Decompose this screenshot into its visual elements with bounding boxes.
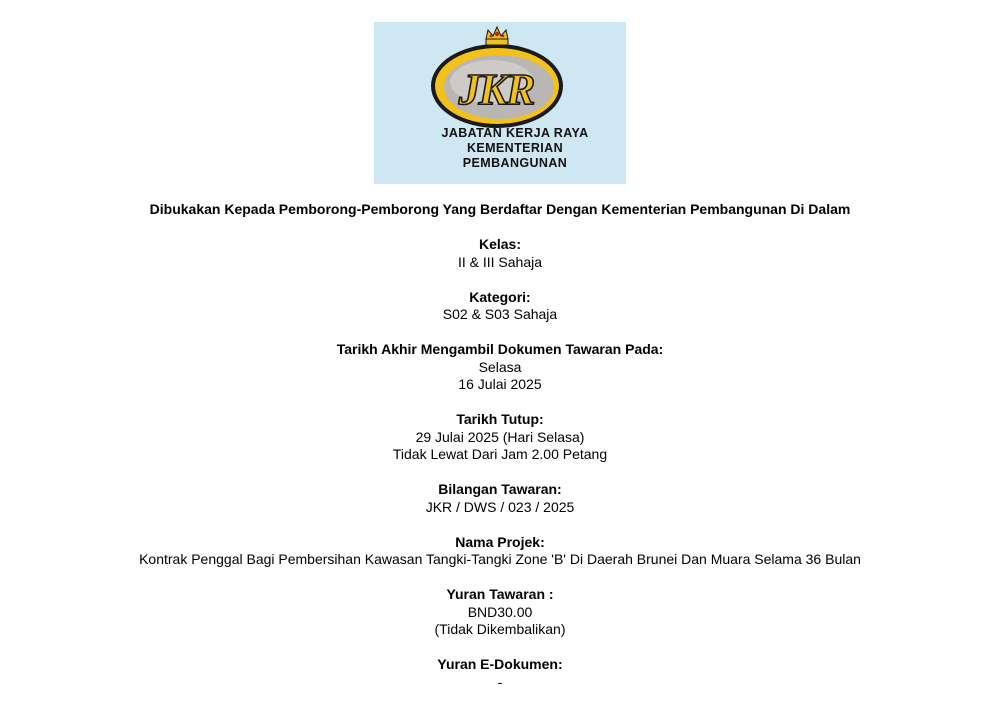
jkr-logo (374, 22, 626, 184)
intro-text: Dibukakan Kepada Pemborong-Pemborong Yang Berdaftar Dengan Kementerian Pembangunan Di Dalam (149, 201, 851, 217)
section-value: JKR / DWS / 023 / 2025 (425, 498, 575, 515)
section-heading: Yuran E-Dokumen: (437, 656, 563, 672)
section-heading: Tarikh Tutup: (456, 411, 544, 427)
section-tarikh-tutup (0, 411, 1000, 464)
section-heading: Yuran Tawaran : (446, 586, 554, 602)
section-heading: Nama Projek: (455, 533, 545, 550)
section-value: S02 & S03 Sahaja (442, 306, 558, 322)
section-nama-projek (0, 534, 1000, 569)
section-value: - (497, 673, 503, 690)
logo-text: JKR (458, 65, 534, 114)
crown-icon (486, 27, 508, 45)
section-bilangan-tawaran (0, 481, 1000, 516)
section-kelas (0, 236, 1000, 271)
section-yuran-tawaran (0, 586, 1000, 639)
section-value: Selasa (478, 358, 522, 375)
section-heading: Kategori: (469, 288, 531, 305)
agency-name (374, 126, 626, 171)
section-tarikh-akhir (0, 341, 1000, 394)
section-yuran-e-dokumen (0, 656, 1000, 691)
section-kategori (0, 289, 1000, 324)
section-value: BND30.00 (467, 603, 533, 620)
section-value: (Tidak Dikembalikan) (434, 621, 566, 637)
section-heading: Tarikh Akhir Mengambil Dokumen Tawaran Pada: (336, 341, 664, 357)
section-heading: Bilangan Tawaran: (438, 481, 562, 497)
agency-line: KEMENTERIAN (466, 141, 564, 155)
section-heading: Kelas: (478, 236, 522, 252)
section-value: Kontrak Penggal Bagi Pembersihan Kawasan Tangki-Tangki Zone 'B' Di Daerah Brunei Dan Muara Selama 36 Bulan (139, 551, 861, 567)
section-value: 29 Julai 2025 (Hari Selasa) (415, 428, 585, 445)
agency-line: JABATAN KERJA RAYA (441, 126, 589, 140)
section-value: Tidak Lewat Dari Jam 2.00 Petang (392, 446, 608, 462)
section-value: II & III Sahaja (457, 253, 543, 270)
notice-content (0, 201, 1000, 709)
section-value: 16 Julai 2025 (458, 376, 542, 392)
agency-line: PEMBANGUNAN (462, 156, 568, 170)
